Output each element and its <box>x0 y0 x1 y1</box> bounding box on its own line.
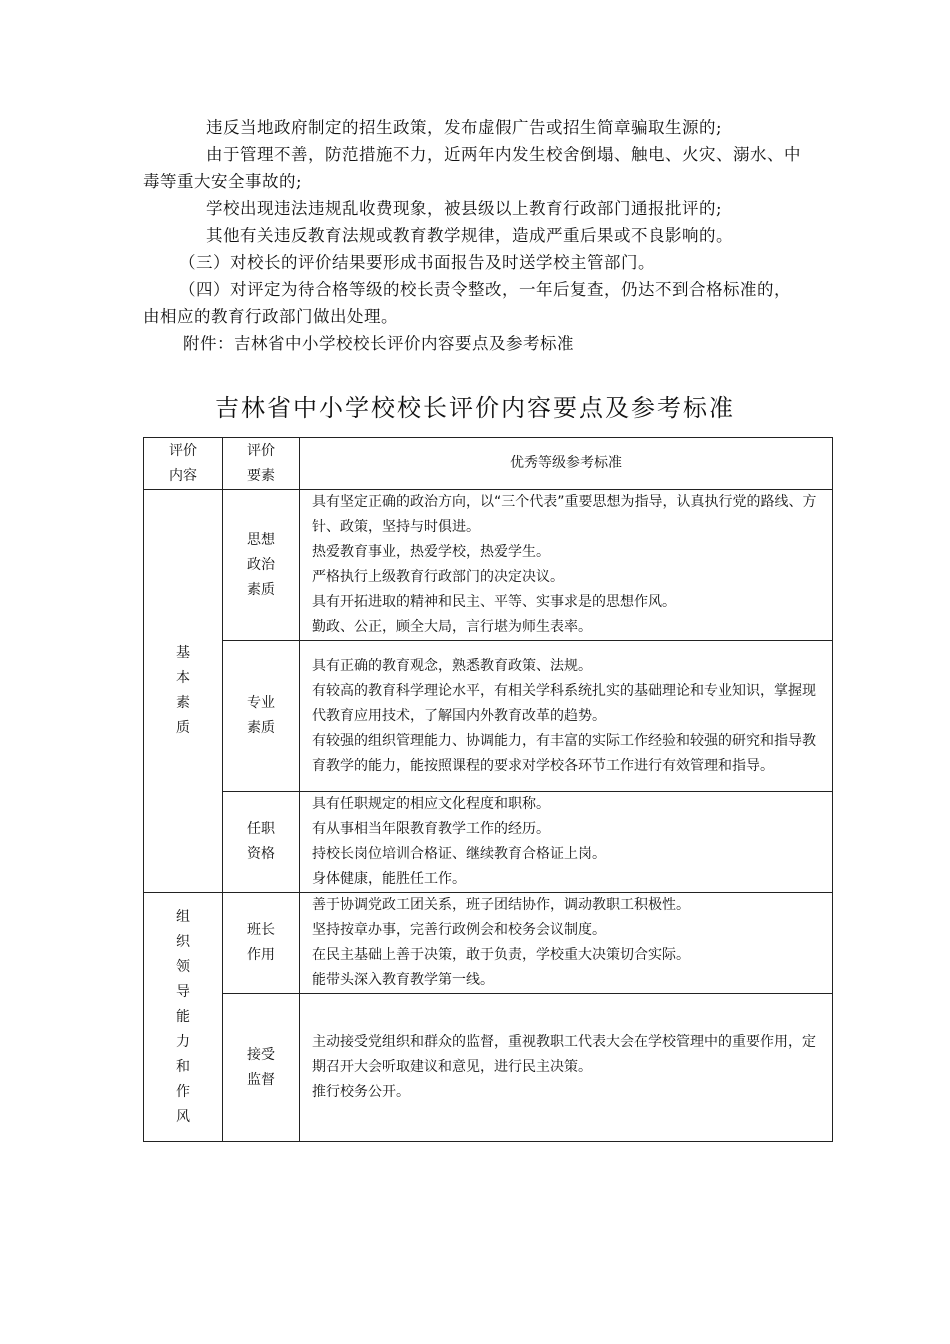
header-standard: 优秀等级参考标准 <box>300 438 833 490</box>
element-political: 思想政治素质 <box>223 490 300 641</box>
paragraph-recruitment-violation: 违反当地政府制定的招生政策，发布虚假广告或招生简章骗取生源的; <box>206 118 723 137</box>
paragraph-safety-accident: 由于管理不善，防范措施不力，近两年内发生校舍倒塌、触电、火灾、溺水、中毒等重大安全事故的; <box>143 145 801 191</box>
table-row <box>144 994 833 1142</box>
paragraph-illegal-fees: 学校出现违法违规乱收费现象，被县级以上教育行政部门通报批评的; <box>206 199 723 218</box>
paragraph-attachment: 附件：吉林省中小学校校长评价内容要点及参考标准 <box>183 334 574 353</box>
element-leader-role: 班长作用 <box>223 893 300 994</box>
criteria-line: 推行校务公开。 <box>312 1084 410 1100</box>
criteria-line: 善于协调党政工团关系，班子团结协作，调动教职工积极性。 <box>312 897 690 913</box>
criteria-line: 有较高的教育科学理论水平，有相关学科系统扎实的基础理论和专业知识，掌握现代教育应用技术，了解国内外教育改革的趋势。 <box>312 682 816 724</box>
element-qualification: 任职资格 <box>223 792 300 893</box>
criteria-line: 热爱教育事业，热爱学校，热爱学生。 <box>312 544 550 560</box>
criteria-line: 在民主基础上善于决策，敢于负责，学校重大决策切合实际。 <box>312 947 690 963</box>
criteria-line: 能带头深入教育教学第一线。 <box>312 972 494 988</box>
element-supervision: 接受监督 <box>223 994 300 1142</box>
table-row <box>144 490 833 641</box>
evaluation-standards-table <box>143 437 833 1142</box>
table-row <box>144 792 833 893</box>
paragraph-other-violations: 其他有关违反教育法规或教育教学规律，造成严重后果或不良影响的。 <box>206 226 733 245</box>
criteria-line: 身体健康，能胜任工作。 <box>312 871 466 887</box>
group-content-basic: 基本素质 <box>144 490 223 893</box>
criteria-line: 主动接受党组织和群众的监督，重视教职工代表大会在学校管理中的重要作用，定期召开大会听取建议和意见，进行民主决策。 <box>312 1034 816 1075</box>
paragraph-item-four: （四）对评定为待合格等级的校长责令整改，一年后复查，仍达不到合格标准的，由相应的教育行政部门做出处理。 <box>143 280 791 326</box>
table-row <box>144 893 833 994</box>
table-header-row <box>144 438 833 490</box>
criteria-professional <box>300 641 833 792</box>
criteria-line: 有较强的组织管理能力、协调能力，有丰富的实际工作经验和较强的研究和指导教育教学的能力，能按照课程的要求对学校各环节工作进行有效管理和指导。 <box>312 732 816 774</box>
criteria-line: 严格执行上级教育行政部门的决定决议。 <box>312 569 564 585</box>
group-content-leadership: 组织领导能力和作风 <box>144 893 223 1142</box>
header-element: 评价要素 <box>223 438 300 490</box>
criteria-leader-role <box>300 893 833 994</box>
criteria-supervision <box>300 994 833 1142</box>
criteria-line: 坚持按章办事，完善行政例会和校务会议制度。 <box>312 922 606 938</box>
criteria-line: 具有开拓进取的精神和民主、平等、实事求是的思想作风。 <box>312 594 676 610</box>
criteria-line: 勤政、公正，顾全大局，言行堪为师生表率。 <box>312 619 592 635</box>
criteria-line: 有从事相当年限教育教学工作的经历。 <box>312 821 550 837</box>
criteria-line: 具有坚定正确的政治方向，以“三个代表”重要思想为指导，认真执行党的路线、方针、政策，坚持与时俱进。 <box>312 494 817 535</box>
paragraph-item-three: （三）对校长的评价结果要形成书面报告及时送学校主管部门。 <box>179 253 655 272</box>
table-title: 吉林省中小学校校长评价内容要点及参考标准 <box>215 394 735 422</box>
criteria-line: 具有正确的教育观念，熟悉教育政策、法规。 <box>312 657 592 674</box>
criteria-line: 持校长岗位培训合格证、继续教育合格证上岗。 <box>312 846 606 862</box>
criteria-qualification <box>300 792 833 893</box>
table-row <box>144 641 833 792</box>
element-professional: 专业素质 <box>223 641 300 792</box>
header-content: 评价内容 <box>144 438 223 490</box>
criteria-political <box>300 490 833 641</box>
criteria-line: 具有任职规定的相应文化程度和职称。 <box>312 796 550 812</box>
